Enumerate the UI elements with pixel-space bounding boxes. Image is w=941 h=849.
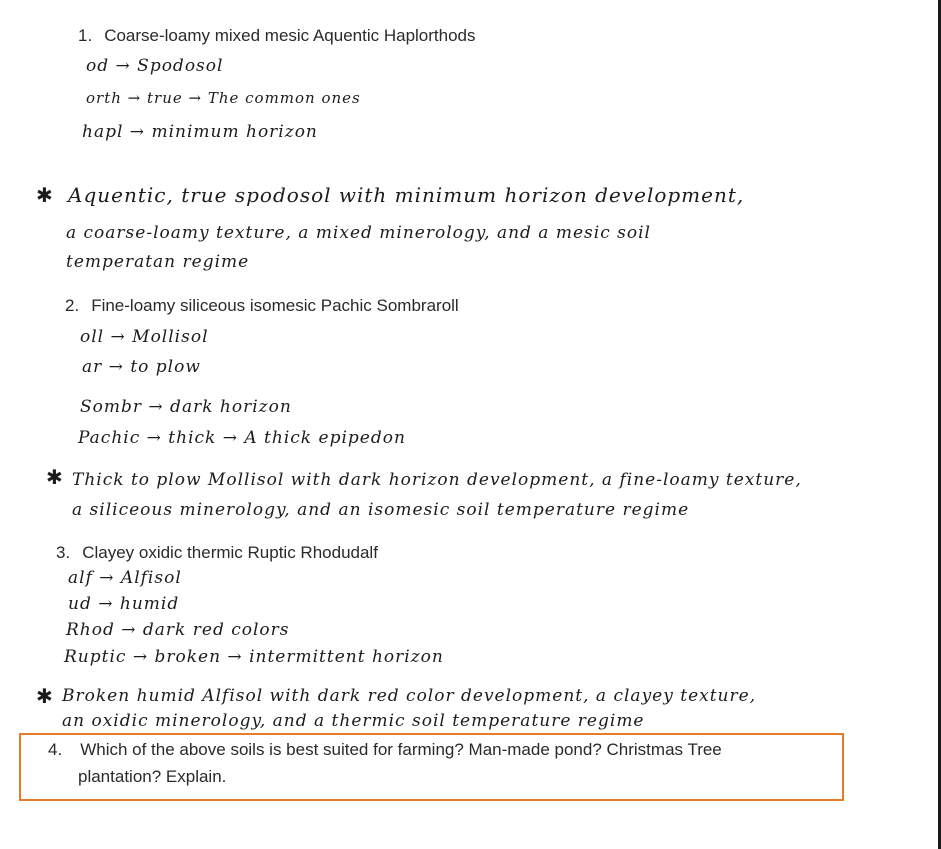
question-1-number: 1. bbox=[78, 26, 93, 45]
question-4-number: 4. bbox=[48, 740, 63, 759]
question-2-heading bbox=[65, 296, 459, 316]
question-3-heading bbox=[56, 543, 378, 563]
q3-note-4: Ruptic → broken → intermittent horizon bbox=[64, 647, 444, 667]
q1-note-3: hapl → minimum horizon bbox=[82, 122, 318, 142]
star-icon: ✱ bbox=[36, 684, 53, 708]
q1-answer-line-1: Aquentic, true spodosol with minimum horizon development, bbox=[68, 183, 745, 207]
question-2-number: 2. bbox=[65, 296, 80, 315]
question-4-text-2: plantation? Explain. bbox=[78, 767, 227, 786]
star-icon: ✱ bbox=[36, 183, 53, 207]
q2-answer-line-2: a siliceous minerology, and an isomesic soil temperature regime bbox=[72, 500, 690, 520]
q2-note-2: ar → to plow bbox=[82, 357, 201, 377]
q3-note-2: ud → humid bbox=[68, 594, 180, 614]
q1-note-1: od → Spodosol bbox=[86, 56, 224, 76]
question-4-text-1: Which of the above soils is best suited for farming? Man-made pond? Christmas Tree bbox=[80, 740, 722, 759]
question-3-title: Clayey oxidic thermic Ruptic Rhodudalf bbox=[82, 543, 378, 562]
q1-answer-line-3: temperatan regime bbox=[66, 252, 250, 272]
question-1-heading bbox=[78, 26, 476, 46]
q2-answer-line-1: Thick to plow Mollisol with dark horizon development, a fine-loamy texture, bbox=[72, 470, 802, 490]
q3-note-3: Rhod → dark red colors bbox=[66, 620, 290, 640]
question-4-line-1 bbox=[48, 740, 722, 760]
q1-note-2: orth → true → The common ones bbox=[86, 89, 361, 107]
q3-answer-line-1: Broken humid Alfisol with dark red color development, a clayey texture, bbox=[62, 686, 757, 706]
q3-answer-line-2: an oxidic minerology, and a thermic soil temperature regime bbox=[62, 711, 645, 731]
q2-note-3: Sombr → dark horizon bbox=[80, 397, 292, 417]
q1-answer-line-2: a coarse-loamy texture, a mixed minerology, and a mesic soil bbox=[66, 223, 651, 243]
question-1-title: Coarse-loamy mixed mesic Aquentic Haplorthods bbox=[104, 26, 476, 45]
q2-note-4: Pachic → thick → A thick epipedon bbox=[78, 428, 406, 448]
star-icon: ✱ bbox=[46, 465, 63, 489]
q2-note-1: oll → Mollisol bbox=[80, 327, 209, 347]
question-2-title: Fine-loamy siliceous isomesic Pachic Sombraroll bbox=[91, 296, 459, 315]
q3-note-1: alf → Alfisol bbox=[68, 568, 182, 588]
question-3-number: 3. bbox=[56, 543, 71, 562]
